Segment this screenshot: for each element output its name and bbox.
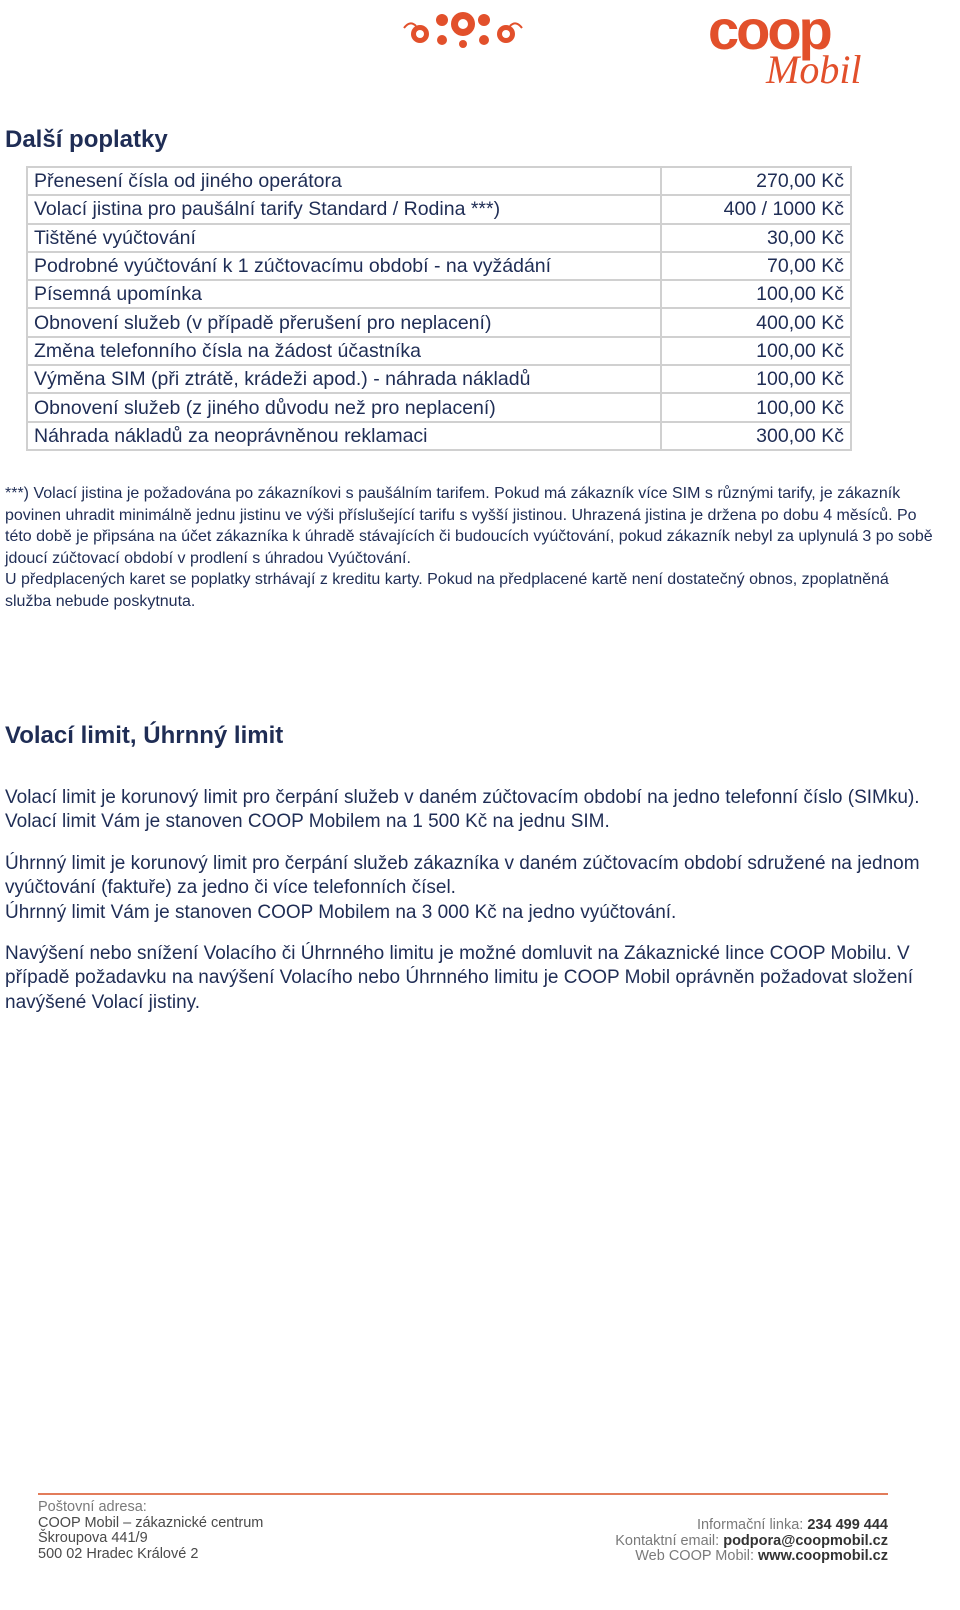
logo-coop-text: coop xyxy=(708,0,830,61)
call-limit-amount: Volací limit Vám je stanoven COOP Mobilem na 1 500 Kč na jednu SIM. xyxy=(5,811,610,833)
call-limit-paragraph xyxy=(5,786,935,835)
prepaid-note: U předplacených karet se poplatky strhávají z kreditu karty. Pokud na předplacené kartě není dostatečný obnos, zpoplatněná služba nebude poskytnuta. xyxy=(5,571,889,610)
fee-name: Obnovení služeb (z jiného důvodu než pro neplacení) xyxy=(27,393,661,421)
address-title: Poštovní adresa: xyxy=(38,1499,147,1515)
web-link[interactable]: www.coopmobil.cz xyxy=(758,1548,888,1565)
fee-price: 30,00 Kč xyxy=(661,224,851,252)
fee-name: Změna telefonního čísla na žádost účastníka xyxy=(27,337,661,365)
fees-note xyxy=(5,483,933,613)
table-row xyxy=(27,422,851,450)
email-link[interactable]: podpora@coopmobil.cz xyxy=(723,1532,888,1549)
address-line-2: Škroupova 441/9 xyxy=(38,1530,148,1547)
fees-heading: Další poplatky xyxy=(5,126,168,153)
web-label: Web COOP Mobil: xyxy=(635,1548,754,1565)
fee-price: 300,00 Kč xyxy=(661,422,851,450)
table-row xyxy=(27,365,851,393)
info-line-row xyxy=(615,1518,888,1534)
footer-contacts xyxy=(615,1518,888,1565)
call-limit-definition: Volací limit je korunový limit pro čerpání služeb v daném zúčtovacím období na jedno telefonní číslo (SIMku). xyxy=(5,787,920,808)
fees-table xyxy=(26,166,852,451)
web-row xyxy=(615,1549,888,1565)
fee-price: 100,00 Kč xyxy=(661,393,851,421)
fee-price: 400,00 Kč xyxy=(661,308,851,336)
fee-price: 100,00 Kč xyxy=(661,337,851,365)
email-row xyxy=(615,1534,888,1550)
fee-name: Volací jistina pro paušální tarify Standard / Rodina ***) xyxy=(27,195,661,223)
fee-name: Obnovení služeb (v případě přerušení pro neplacení) xyxy=(27,308,661,336)
email-label: Kontaktní email: xyxy=(615,1532,720,1549)
table-row xyxy=(27,224,851,252)
fee-price: 70,00 Kč xyxy=(661,252,851,280)
fee-name: Přenesení čísla od jiného operátora xyxy=(27,167,661,195)
fee-price: 400 / 1000 Kč xyxy=(661,195,851,223)
fee-name: Náhrada nákladů za neoprávněnou reklamaci xyxy=(27,422,661,450)
fee-price: 100,00 Kč xyxy=(661,280,851,308)
folk-flower-ornament-icon xyxy=(398,6,528,50)
logo-mobil-text: Mobil xyxy=(766,47,862,92)
limit-text xyxy=(5,786,935,1032)
coop-mobil-logo xyxy=(708,0,878,98)
fee-name: Tištěné vyúčtování xyxy=(27,224,661,252)
footer-address xyxy=(38,1500,263,1563)
fee-price: 100,00 Kč xyxy=(661,365,851,393)
fee-price: 270,00 Kč xyxy=(661,167,851,195)
limit-change-paragraph: Navýšení nebo snížení Volacího či Úhrnného limitu je možné domluvit na Zákaznické lince COOP Mobilu. V případě požadavku na navýšení Volacího nebo Úhrnného limitu je COOP Mobil oprávněn požadovat složení navýšené Volací jistiny. xyxy=(5,943,914,1013)
fee-name: Výměna SIM (při ztrátě, krádeži apod.) - náhrada nákladů xyxy=(27,365,661,393)
total-limit-paragraph xyxy=(5,852,935,925)
table-row xyxy=(27,280,851,308)
info-line-value[interactable]: 234 499 444 xyxy=(807,1517,888,1533)
table-row xyxy=(27,308,851,336)
table-row xyxy=(27,167,851,195)
table-row xyxy=(27,252,851,280)
table-row xyxy=(27,195,851,223)
total-limit-definition: Úhrnný limit je korunový limit pro čerpání služeb zákazníka v daném zúčtovacím období sdružené na jednom vyúčtování (faktuře) za jedno či více telefonních čísel. xyxy=(5,852,920,899)
info-line-label: Informační linka: xyxy=(696,1517,804,1533)
address-line-1: COOP Mobil – zákaznické centrum xyxy=(38,1514,264,1531)
footer-divider xyxy=(38,1493,888,1495)
limit-heading: Volací limit, Úhrnný limit xyxy=(5,722,284,749)
total-limit-amount: Úhrnný limit Vám je stanoven COOP Mobilem na 3 000 Kč na jedno vyúčtování. xyxy=(5,901,677,923)
deposit-note: ***) Volací jistina je požadována po zákazníkovi s paušálním tarifem. Pokud má zákazník více SIM s různými tarify, je zákazník povinen uhradit minimálně jednu jistinu ve výši příslušející tarifu s vyšší jistinou. Uhrazená jistina je držena po dobu 4 měsíců. Po této době je připsána na účet zákazníka k úhradě stávajících či budoucích vyúčtování, pokud zákazník nebyl za uplynulá 3 po sobě jdoucí zúčtovací období v prodlení s úhradou Vyúčtování. xyxy=(5,485,933,567)
fee-name: Podrobné vyúčtování k 1 zúčtovacímu období - na vyžádání xyxy=(27,252,661,280)
fee-name: Písemná upomínka xyxy=(27,280,661,308)
table-row xyxy=(27,393,851,421)
table-row xyxy=(27,337,851,365)
address-line-3: 500 02 Hradec Králové 2 xyxy=(38,1546,199,1563)
